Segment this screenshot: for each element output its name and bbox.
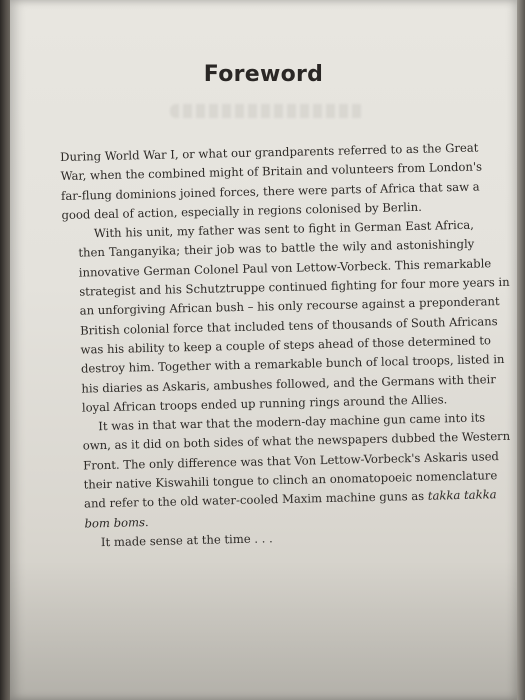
page-stack-edge	[517, 0, 525, 700]
text-line: innovative German Colonel Paul von Lettow-Vorbeck. This remarkable	[78, 256, 492, 280]
paragraph-1	[60, 139, 483, 226]
text-line: British colonial force that included tens of thousands of South Africans	[79, 313, 498, 338]
text-line: own, as it did on both sides of what the newspapers dubbed the Western	[82, 429, 511, 454]
text-line: strategist and his Schutztruppe continued fighting for four more years in	[79, 274, 510, 299]
text-line: was his ability to keep a couple of steps ahead of those determined to	[80, 333, 492, 357]
text-line: then Tanganyika; their job was to battle the wily and astonishingly	[78, 237, 475, 261]
book-spine-edge	[0, 0, 10, 700]
text-line: their native Kiswahili tongue to clinch an onomatopoeic nomenclature	[83, 468, 498, 492]
page-title: Foreword	[203, 62, 324, 87]
foreword-body	[60, 139, 511, 553]
text-line: his diaries as Askaris, ambushes followed, and the Germans with their	[81, 371, 496, 396]
text-line: During World War I, or what our grandparents referred to as the Great	[60, 140, 479, 164]
text-line: Front. The only difference was that Von Lettow-Vorbeck's Askaris used	[83, 448, 500, 473]
text-line: It was in that war that the modern-day machine gun came into its	[98, 410, 486, 434]
text-line: far-flung dominions joined forces, there were parts of Africa that saw a	[60, 179, 480, 203]
paragraph-3	[66, 409, 511, 534]
text-line: It made sense at the time . . .	[100, 531, 273, 550]
book-page	[10, 0, 517, 700]
text-line: loyal African troops ended up running rings around the Allies.	[81, 392, 448, 415]
paragraph-2	[62, 216, 510, 418]
text-line: With his unit, my father was sent to fight in German East Africa,	[93, 217, 475, 241]
text-line: and refer to the old water-cooled Maxim machine guns as takka takka	[83, 487, 497, 511]
show-through-text	[170, 104, 365, 118]
text-line: War, when the combined might of Britain and volunteers from London's	[60, 159, 483, 184]
text-line: destroy him. Together with a remarkable bunch of local troops, listed in	[80, 352, 505, 376]
text-line: bom boms.	[84, 514, 149, 531]
text-line: good deal of action, especially in regions colonised by Berlin.	[61, 199, 422, 222]
text-line: an unforgiving African bush – his only recourse against a preponderant	[79, 294, 500, 318]
page-shadow	[10, 560, 517, 700]
